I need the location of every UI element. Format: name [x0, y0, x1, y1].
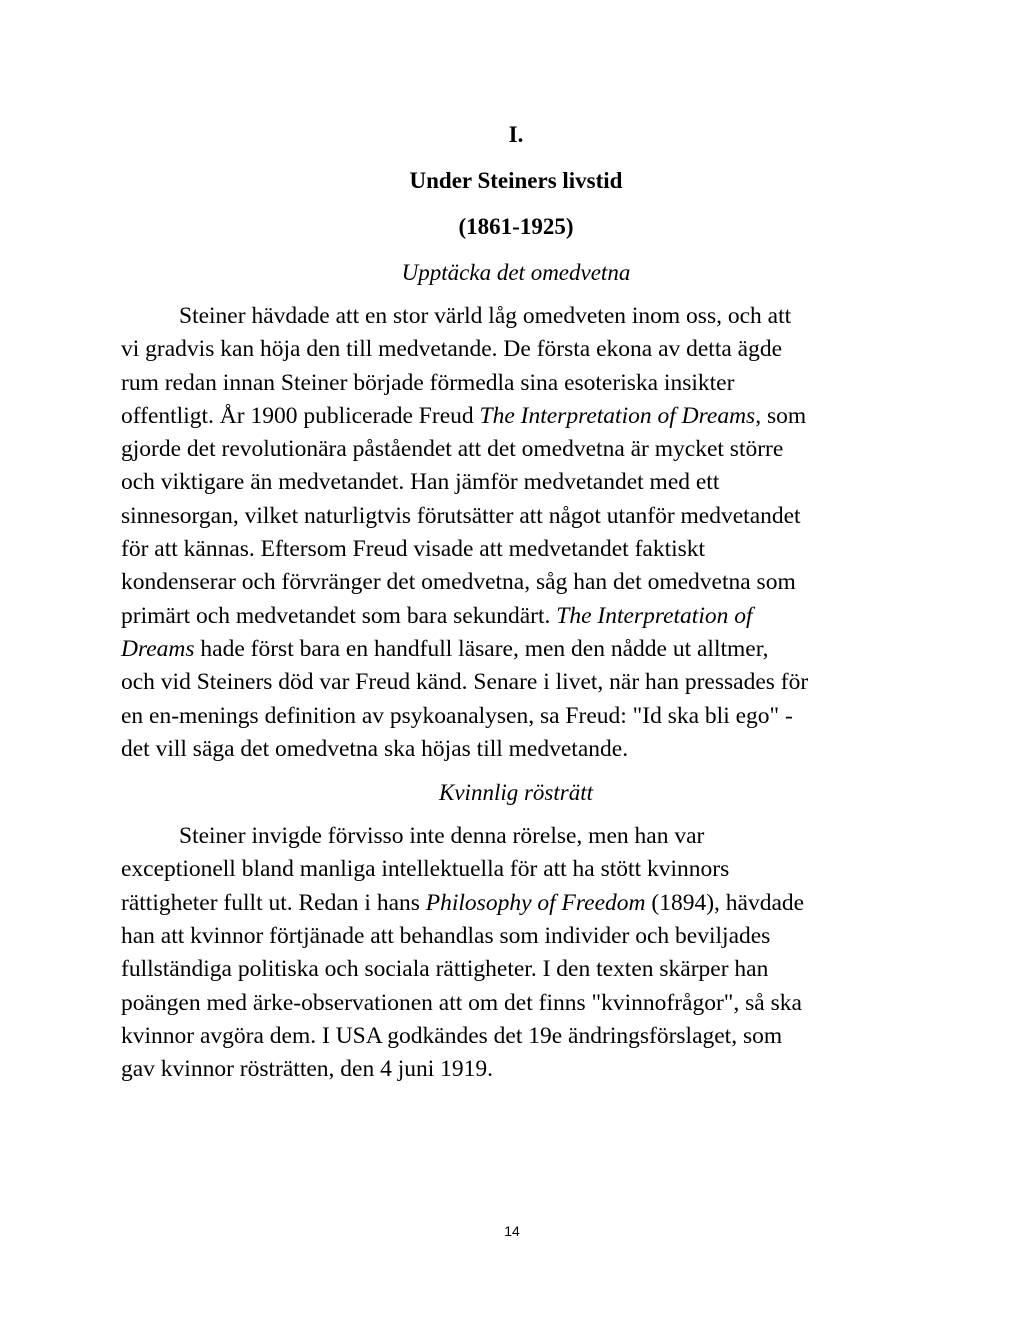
- text-run: för att kännas. Eftersom Freud visade att medvetandet faktiskt: [121, 536, 706, 563]
- text-line: [121, 987, 911, 1020]
- book-title: Philosophy of Freedom: [425, 889, 646, 916]
- text-line: [121, 666, 911, 699]
- text-line: [121, 820, 911, 853]
- chapter-number: I.: [508, 122, 524, 147]
- text-run: exceptionell bland manliga intellektuella för att ha stött kvinnors: [121, 856, 730, 883]
- text-run: kvinnor avgöra dem. I USA godkändes det 19e ändringsförslaget, som: [121, 1022, 783, 1049]
- body-paragraph-suffrage: [121, 820, 911, 1086]
- text-line: [121, 733, 911, 766]
- book-title: The Interpretation of: [556, 602, 753, 629]
- text-run: poängen med ärke-observationen att om det finns "kvinnofrågor", så ska: [121, 989, 802, 1016]
- text-run: Steiner invigde förvisso inte denna rörelse, men han var: [179, 823, 705, 850]
- text-run: rättigheter fullt ut. Redan i hans: [121, 889, 426, 916]
- text-line: [121, 367, 911, 400]
- text-line: [121, 466, 911, 499]
- text-run: primärt och medvetandet som bara sekundärt.: [121, 602, 557, 629]
- text-run: gjorde det revolutionära påståendet att det omedvetna är mycket större: [121, 436, 784, 463]
- text-line: [121, 400, 911, 433]
- text-run: (1894), hävdade: [645, 889, 805, 916]
- chapter-years: (1861-1925): [458, 214, 574, 239]
- book-title: The Interpretation of Dreams: [479, 402, 756, 429]
- text-run: hade först bara en handfull läsare, men den nådde ut alltmer,: [194, 635, 769, 662]
- text-line: [121, 433, 911, 466]
- chapter-title: Under Steiners livstid: [409, 168, 623, 193]
- text-run: han att kvinnor förtjänade att behandlas som individer och beviljades: [121, 923, 771, 950]
- text-run: en en-menings definition av psykoanalysen, sa Freud: "Id ska bli ego" -: [121, 702, 793, 729]
- text-run: offentligt. År 1900 publicerade Freud: [121, 402, 480, 429]
- text-run: och viktigare än medvetandet. Han jämför medvetandet med ett: [121, 469, 720, 496]
- text-run: , som: [755, 402, 807, 429]
- text-line: [121, 953, 911, 986]
- section-heading-suffrage: Kvinnlig rösträtt: [439, 780, 593, 806]
- text-line: [121, 333, 911, 366]
- text-run: och vid Steiners död var Freud känd. Senare i livet, när han pressades för: [121, 669, 809, 696]
- text-line: [121, 500, 911, 533]
- text-line: [121, 300, 911, 333]
- text-run: gav kvinnor rösträtten, den 4 juni 1919.: [121, 1056, 494, 1083]
- text-line: [121, 1053, 911, 1086]
- section-heading-unconscious: Upptäcka det omedvetna: [401, 260, 631, 285]
- text-run: det vill säga det omedvetna ska höjas till medvetande.: [121, 735, 629, 762]
- text-run: kondenserar och förvränger det omedvetna, såg han det omedvetna som: [121, 569, 796, 596]
- text-run: vi gradvis kan höja den till medvetande. De första ekona av detta ägde: [121, 336, 783, 363]
- text-line: [121, 533, 911, 566]
- page-content: [121, 118, 911, 1097]
- text-run: Steiner hävdade att en stor värld låg omedveten inom oss, och att: [179, 303, 792, 329]
- text-line: [121, 700, 911, 733]
- body-paragraph-unconscious: [121, 300, 911, 766]
- book-title: Dreams: [121, 635, 195, 662]
- text-line: [121, 920, 911, 953]
- text-line: [121, 633, 911, 666]
- text-run: rum redan innan Steiner började förmedla sina esoteriska insikter: [121, 369, 735, 396]
- text-run: sinnesorgan, vilket naturligtvis förutsätter att något utanför medvetandet: [121, 502, 801, 529]
- text-line: [121, 600, 911, 633]
- text-line: [121, 566, 911, 599]
- text-line: [121, 1020, 911, 1053]
- text-line: [121, 887, 911, 920]
- text-line: [121, 853, 911, 886]
- text-run: fullständiga politiska och sociala rättigheter. I den texten skärper han: [121, 956, 769, 983]
- page-number: 14: [504, 1223, 520, 1239]
